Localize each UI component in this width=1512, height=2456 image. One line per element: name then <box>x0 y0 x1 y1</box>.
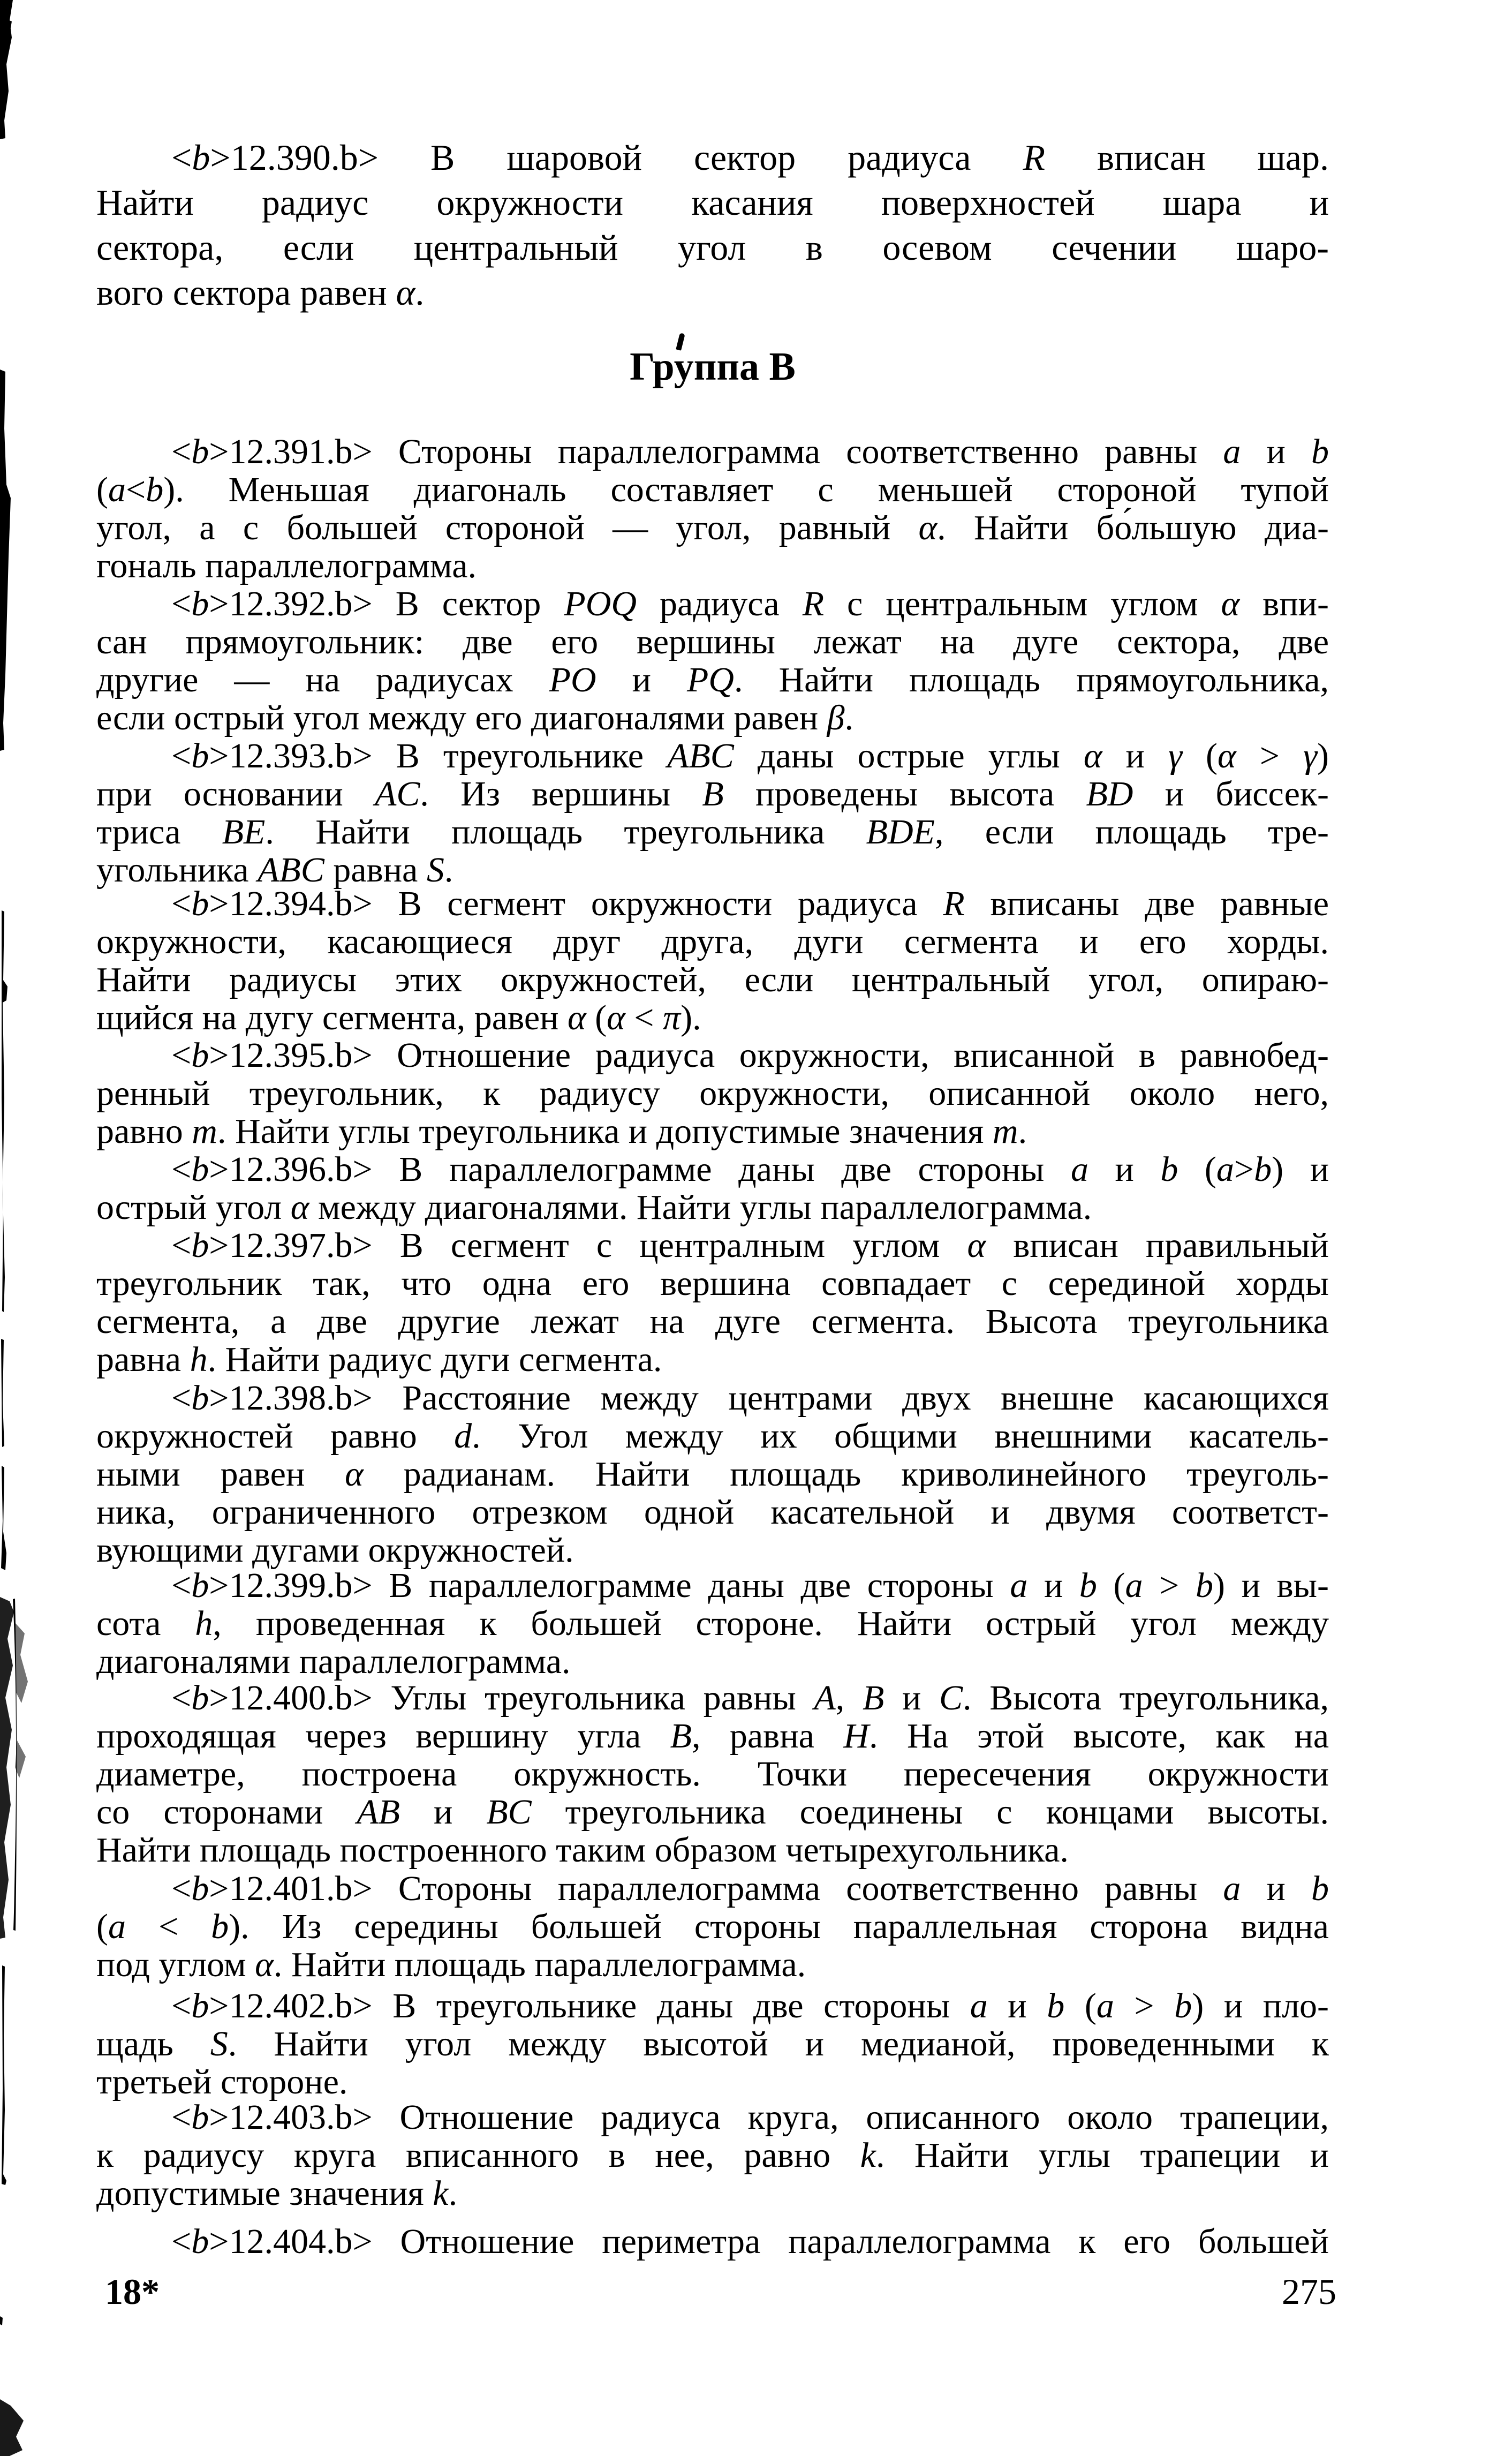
text-line: диаметре, построена окружность. Точки пересечения окружности <box>96 1754 1329 1794</box>
text-line: треугольник так, что одна его вершина совпадает с серединой хорды <box>96 1264 1329 1303</box>
text-line: сектора, если центральный угол в осевом сечении шаро- <box>96 227 1329 268</box>
text-line: <b>12.401.b> Стороны параллелограмма соответственно равны a и b <box>171 1869 1329 1908</box>
text-line: к радиусу круга вписанного в нее, равно k. Найти углы трапеции и <box>96 2136 1329 2175</box>
text-line: сота h, проведенная к большей стороне. Найти острый угол между <box>96 1604 1329 1643</box>
text-line: окружности, касающиеся друг друга, дуги сегмента и его хорды. <box>96 922 1329 961</box>
text-line: щадь S. Найти угол между высотой и медианой, проведенными к <box>96 2024 1329 2063</box>
text-line: <b>12.394.b> В сегмент окружности радиуса R вписаны две равные <box>171 884 1329 923</box>
problem-12396 <box>96 1150 1329 1226</box>
problem-12401 <box>96 1870 1329 1984</box>
text-line: сан прямоугольник: две его вершины лежат на дуге сектора, две <box>96 622 1329 661</box>
text-line: допустимые значения k. <box>96 2174 458 2213</box>
text-line: ника, ограниченного отрезком одной касательной и двумя соответст- <box>96 1493 1329 1532</box>
problem-12400 <box>96 1679 1329 1869</box>
text-line: диагоналями параллелограмма. <box>96 1642 571 1681</box>
problem-12398 <box>96 1379 1329 1569</box>
text-line: равна h. Найти радиус дуги сегмента. <box>96 1340 662 1379</box>
problem-12404 <box>96 2223 1329 2261</box>
problem-12403 <box>96 2098 1329 2212</box>
text-line: гональ параллелограмма. <box>96 546 477 585</box>
text-line: при основании AC. Из вершины B проведены высота BD и биссек- <box>96 774 1329 813</box>
problem-12394 <box>96 885 1329 1037</box>
text-line: триса BE. Найти площадь треугольника BDE, если площадь тре- <box>96 812 1329 852</box>
page-number: 275 <box>1282 2271 1336 2312</box>
text-line: <b>12.400.b> Углы треугольника равны A, B и C. Высота треугольника, <box>171 1678 1329 1717</box>
section-heading: Группа В <box>630 345 796 389</box>
text-line: щийся на дугу сегмента, равен α (α < π). <box>96 998 701 1037</box>
problem-12390 <box>96 135 1329 315</box>
text-line: <b>12.404.b> Отношение периметра параллелограмма к его большей <box>171 2222 1329 2261</box>
text-line: со сторонами AB и BC треугольника соединены с концами высоты. <box>96 1792 1329 1832</box>
text-line: ными равен α радианам. Найти площадь криволинейного треуголь- <box>96 1455 1329 1494</box>
scan-artifact-strip <box>0 0 37 2456</box>
problem-12392 <box>96 585 1329 737</box>
problem-12391 <box>96 433 1329 585</box>
text-line: <b>12.395.b> Отношение радиуса окружности, вписанной в равнобед- <box>171 1036 1329 1075</box>
text-line: Найти площадь построенного таким образом четырехугольника. <box>96 1830 1069 1870</box>
text-line: (a<b). Меньшая диагональ составляет с меньшей стороной тупой <box>96 470 1329 509</box>
signature-mark: 18* <box>105 2271 160 2312</box>
text-line: проходящая через вершину угла B, равна H. На этой высоте, как на <box>96 1716 1329 1756</box>
problem-12397 <box>96 1226 1329 1378</box>
text-line: окружностей равно d. Угол между их общими внешними касатель- <box>96 1417 1329 1456</box>
text-line: <b>12.399.b> В параллелограмме даны две стороны a и b (a > b) и вы- <box>171 1566 1329 1605</box>
text-line: под углом α. Найти площадь параллелограмма. <box>96 1945 806 1984</box>
text-line: <b>12.390.b> В шаровой сектор радиуса R вписан шар. <box>171 137 1329 178</box>
problem-12395 <box>96 1036 1329 1150</box>
problem-12402 <box>96 1987 1329 2101</box>
text-line: (a < b). Из середины большей стороны параллельная сторона видна <box>96 1907 1329 1946</box>
text-line: <b>12.393.b> В треугольнике ABC даны острые углы α и γ (α > γ) <box>171 736 1329 775</box>
text-line: <b>12.398.b> Расстояние между центрами двух внешне касающихся <box>171 1378 1329 1418</box>
text-line: Найти радиус окружности касания поверхностей шара и <box>96 182 1329 223</box>
text-line: другие — на радиусах PO и PQ. Найти площадь прямоугольника, <box>96 660 1329 699</box>
text-line: острый угол α между диагоналями. Найти углы параллелограмма. <box>96 1188 1092 1227</box>
text-line: равно m. Найти углы треугольника и допустимые значения m. <box>96 1112 1027 1151</box>
text-line: вого сектора равен α. <box>96 272 425 313</box>
text-line: если острый угол между его диагоналями равен β. <box>96 698 853 737</box>
text-line: сегмента, а две другие лежат на дуге сегмента. Высота треугольника <box>96 1302 1329 1341</box>
problem-12399 <box>96 1566 1329 1681</box>
text-line: <b>12.403.b> Отношение радиуса круга, описанного около трапеции, <box>171 2098 1329 2137</box>
text-line: вующими дугами окружностей. <box>96 1531 574 1570</box>
text-line: ренный треугольник, к радиусу окружности, описанной около него, <box>96 1074 1329 1113</box>
text-line: <b>12.392.b> В сектор POQ радиуса R с центральным углом α впи- <box>171 584 1329 623</box>
text-line: <b>12.396.b> В параллелограмме даны две стороны a и b (a>b) и <box>171 1150 1329 1189</box>
text-line: <b>12.402.b> В треугольнике даны две стороны a и b (a > b) и пло- <box>171 1986 1329 2025</box>
problem-12393 <box>96 737 1329 889</box>
text-line: угольника ABC равна S. <box>96 850 453 890</box>
text-line: Найти радиусы этих окружностей, если центральный угол, опираю- <box>96 960 1329 999</box>
text-line: <b>12.391.b> Стороны параллелограмма соответственно равны a и b <box>171 432 1329 471</box>
text-line: <b>12.397.b> В сегмент с централным углом α вписан правильный <box>171 1226 1329 1265</box>
text-line: угол, а с большей стороной — угол, равный α. Найти бо́льшую диа- <box>96 508 1329 547</box>
text-line: третьей стороне. <box>96 2062 348 2101</box>
